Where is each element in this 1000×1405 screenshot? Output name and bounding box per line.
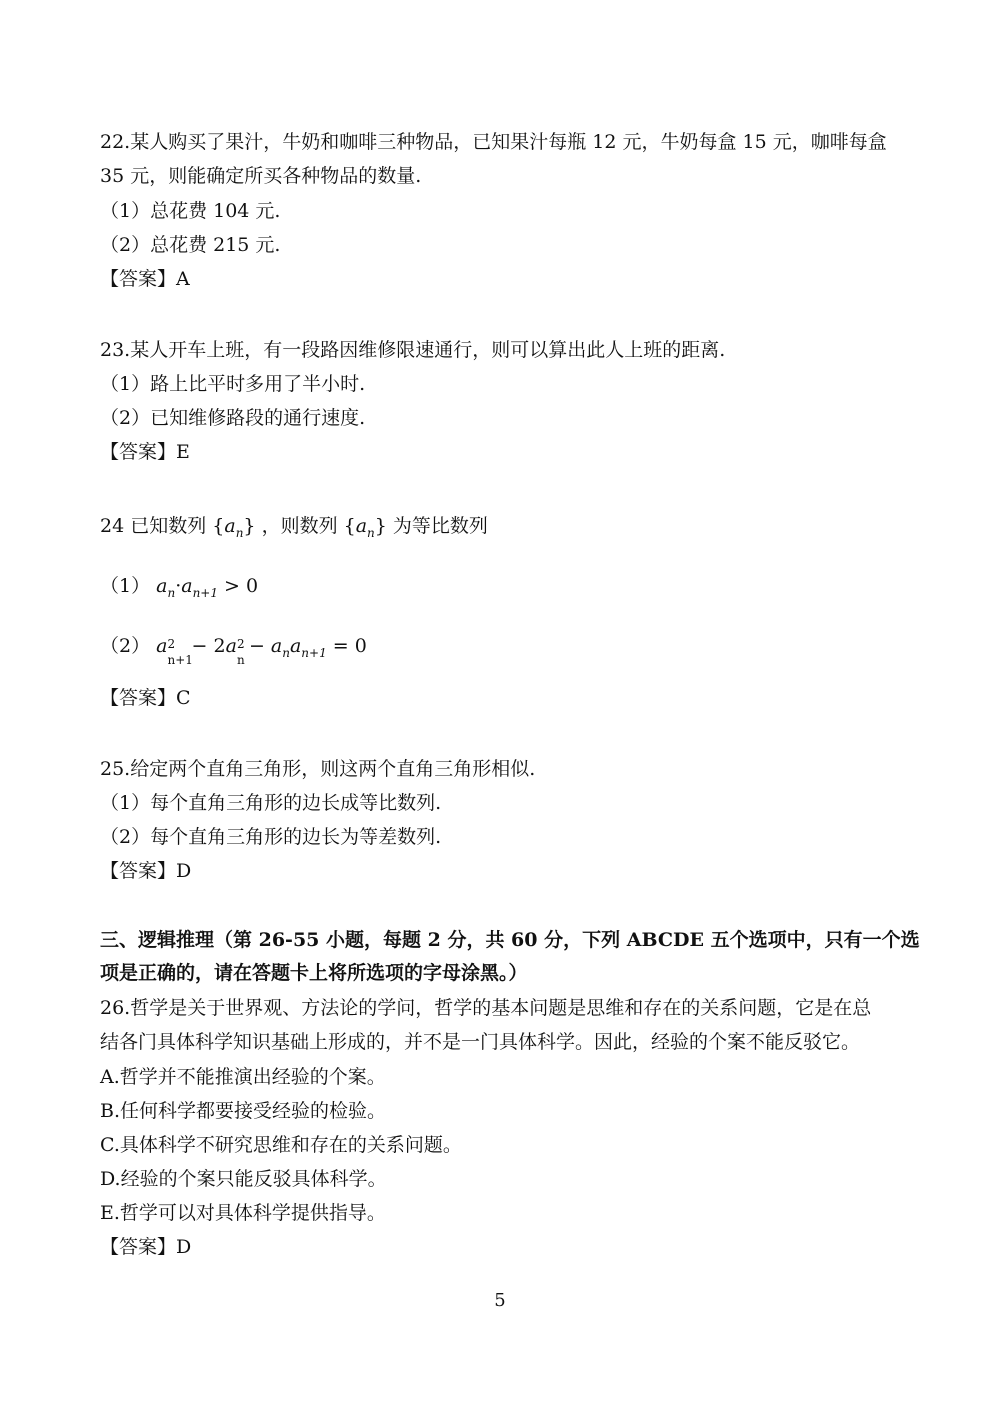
q24-cond1-formula: $a_n\cdot a_{n+1} > 0$ [156,575,259,600]
q24-sequence-1: $\{a_n\}$ [212,515,256,540]
q24-answer: 【答案】C [100,687,191,709]
q22-stem-line1: 22.某人购买了果汁，牛奶和咖啡三种物品，已知果汁每瓶 12 元，牛奶每盒 15 元，咖啡每盒 [100,131,887,153]
q24-condition-2 [100,633,367,667]
q24-mid: ，则数列 [261,515,338,537]
q24-suffix: 为等比数列 [392,515,488,537]
q25-stem: 25.给定两个直角三角形，则这两个直角三角形相似. [100,758,536,780]
q23-condition-1: （1）路上比平时多用了半小时. [100,373,366,395]
page-number: 5 [494,1290,506,1311]
q26-option-a: A.哲学并不能推演出经验的个案。 [100,1066,386,1088]
q24-condition-1 [100,573,258,599]
q22-condition-1: （1）总花费 104 元. [100,200,281,222]
q26-stem-line2: 结各门具体科学知识基础上形成的，并不是一门具体科学。因此，经验的个案不能反驳它。 [100,1031,861,1053]
q24-sequence-2: $\{a_n\}$ [343,515,387,540]
q25-condition-1: （1）每个直角三角形的边长成等比数列. [100,792,442,814]
q26-option-d: D.经验的个案只能反驳具体科学。 [100,1168,387,1190]
q22-condition-2: （2）总花费 215 元. [100,234,281,256]
section3-heading-line2: 项是正确的，请在答题卡上将所选项的字母涂黑。） [100,962,528,984]
q26-option-b: B.任何科学都要接受经验的检验。 [100,1100,387,1122]
section3-heading-line1: 三、逻辑推理（第 26-55 小题，每题 2 分，共 60 分，下列 ABCDE 五个选项中，只有一个选 [100,929,920,951]
q22-stem-line2: 35 元，则能确定所买各种物品的数量. [100,165,422,187]
q23-answer: 【答案】E [100,441,190,463]
q26-option-c: C.具体科学不研究思维和存在的关系问题。 [100,1134,462,1156]
q25-answer: 【答案】D [100,860,192,882]
q23-stem: 23.某人开车上班，有一段路因维修限速通行，则可以算出此人上班的距离. [100,339,726,361]
q24-cond2-formula: a 2 n+1 − 2a 2 n − $a_na_{n+1} = 0$ [156,635,367,667]
q23-condition-2: （2）已知维修路段的通行速度. [100,407,366,429]
q26-answer: 【答案】D [100,1236,192,1258]
q24-cond1-label: （1） [100,575,151,597]
q25-condition-2: （2）每个直角三角形的边长为等差数列. [100,826,442,848]
q24-prefix: 24 已知数列 [100,515,207,537]
q22-answer: 【答案】A [100,268,190,290]
q26-option-e: E.哲学可以对具体科学提供指导。 [100,1202,386,1224]
q24-cond2-label: （2） [100,635,151,657]
q26-stem-line1: 26.哲学是关于世界观、方法论的学问，哲学的基本问题是思维和存在的关系问题，它是在总 [100,997,872,1019]
q24-stem [100,513,488,539]
